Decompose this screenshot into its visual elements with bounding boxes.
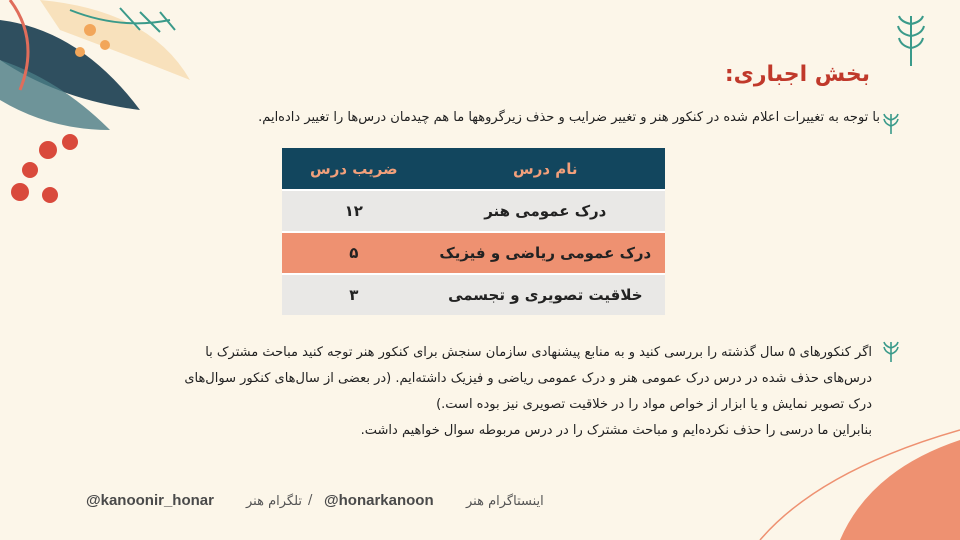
telegram-label: تلگرام هنر bbox=[246, 494, 303, 509]
table-row bbox=[282, 274, 665, 315]
course-coefficient: ۳ bbox=[282, 274, 426, 315]
table-row bbox=[282, 190, 665, 232]
table-header-row bbox=[282, 148, 665, 190]
header-course-name: نام درس bbox=[426, 148, 665, 190]
footer-separator: / bbox=[308, 493, 313, 508]
fern-leaf-icon bbox=[896, 14, 926, 66]
body-line: درک تصویر نمایش و یا ابزار از خواص مواد را در خلاقیت تصویری نیز بوده است.) bbox=[436, 397, 872, 412]
body-line: درس‌های حذف شده در درس درک عمومی هنر و درک عمومی ریاضی و فیزیک داشته‌ایم. (در بعضی از سال‌های کنکور سوال‌های bbox=[184, 371, 872, 386]
course-coefficient: ۱۲ bbox=[282, 190, 426, 232]
body-line: اگر کنکورهای ۵ سال گذشته را بررسی کنید و به منابع پیشنهادی سازمان سنجش برای کنکور هنر توجه کنید مباحث مشترک با bbox=[205, 345, 872, 360]
intro-text: با توجه به تغییرات اعلام شده در کنکور هنر و تغییر ضرایب و حذف زیرگروهها ما هم چیدمان درس‌ها را تغییر داده‌ایم. bbox=[258, 110, 880, 125]
leaf-bullet-icon bbox=[882, 340, 900, 362]
table-row bbox=[282, 232, 665, 274]
course-coefficient: ۵ bbox=[282, 232, 426, 274]
course-name: خلاقیت تصویری و تجسمی bbox=[426, 274, 665, 315]
header-course-coefficient: ضریب درس bbox=[282, 148, 426, 190]
course-name: درک عمومی ریاضی و فیزیک bbox=[426, 232, 665, 274]
telegram-handle-link[interactable]: @kanoonir_honar bbox=[86, 492, 214, 509]
instagram-handle-link[interactable]: @honarkanoon bbox=[324, 492, 434, 509]
leaf-bullet-icon bbox=[882, 112, 900, 134]
course-name: درک عمومی هنر bbox=[426, 190, 665, 232]
body-line: بنابراین ما درسی را حذف نکرده‌ایم و مباحث مشترک را در درس مربوطه سوال خواهیم داشت. bbox=[360, 423, 872, 438]
page-title: بخش اجباری: bbox=[724, 62, 870, 87]
course-table bbox=[282, 148, 665, 315]
body-text bbox=[152, 340, 872, 444]
instagram-label: اینستاگرام هنر bbox=[466, 494, 544, 509]
